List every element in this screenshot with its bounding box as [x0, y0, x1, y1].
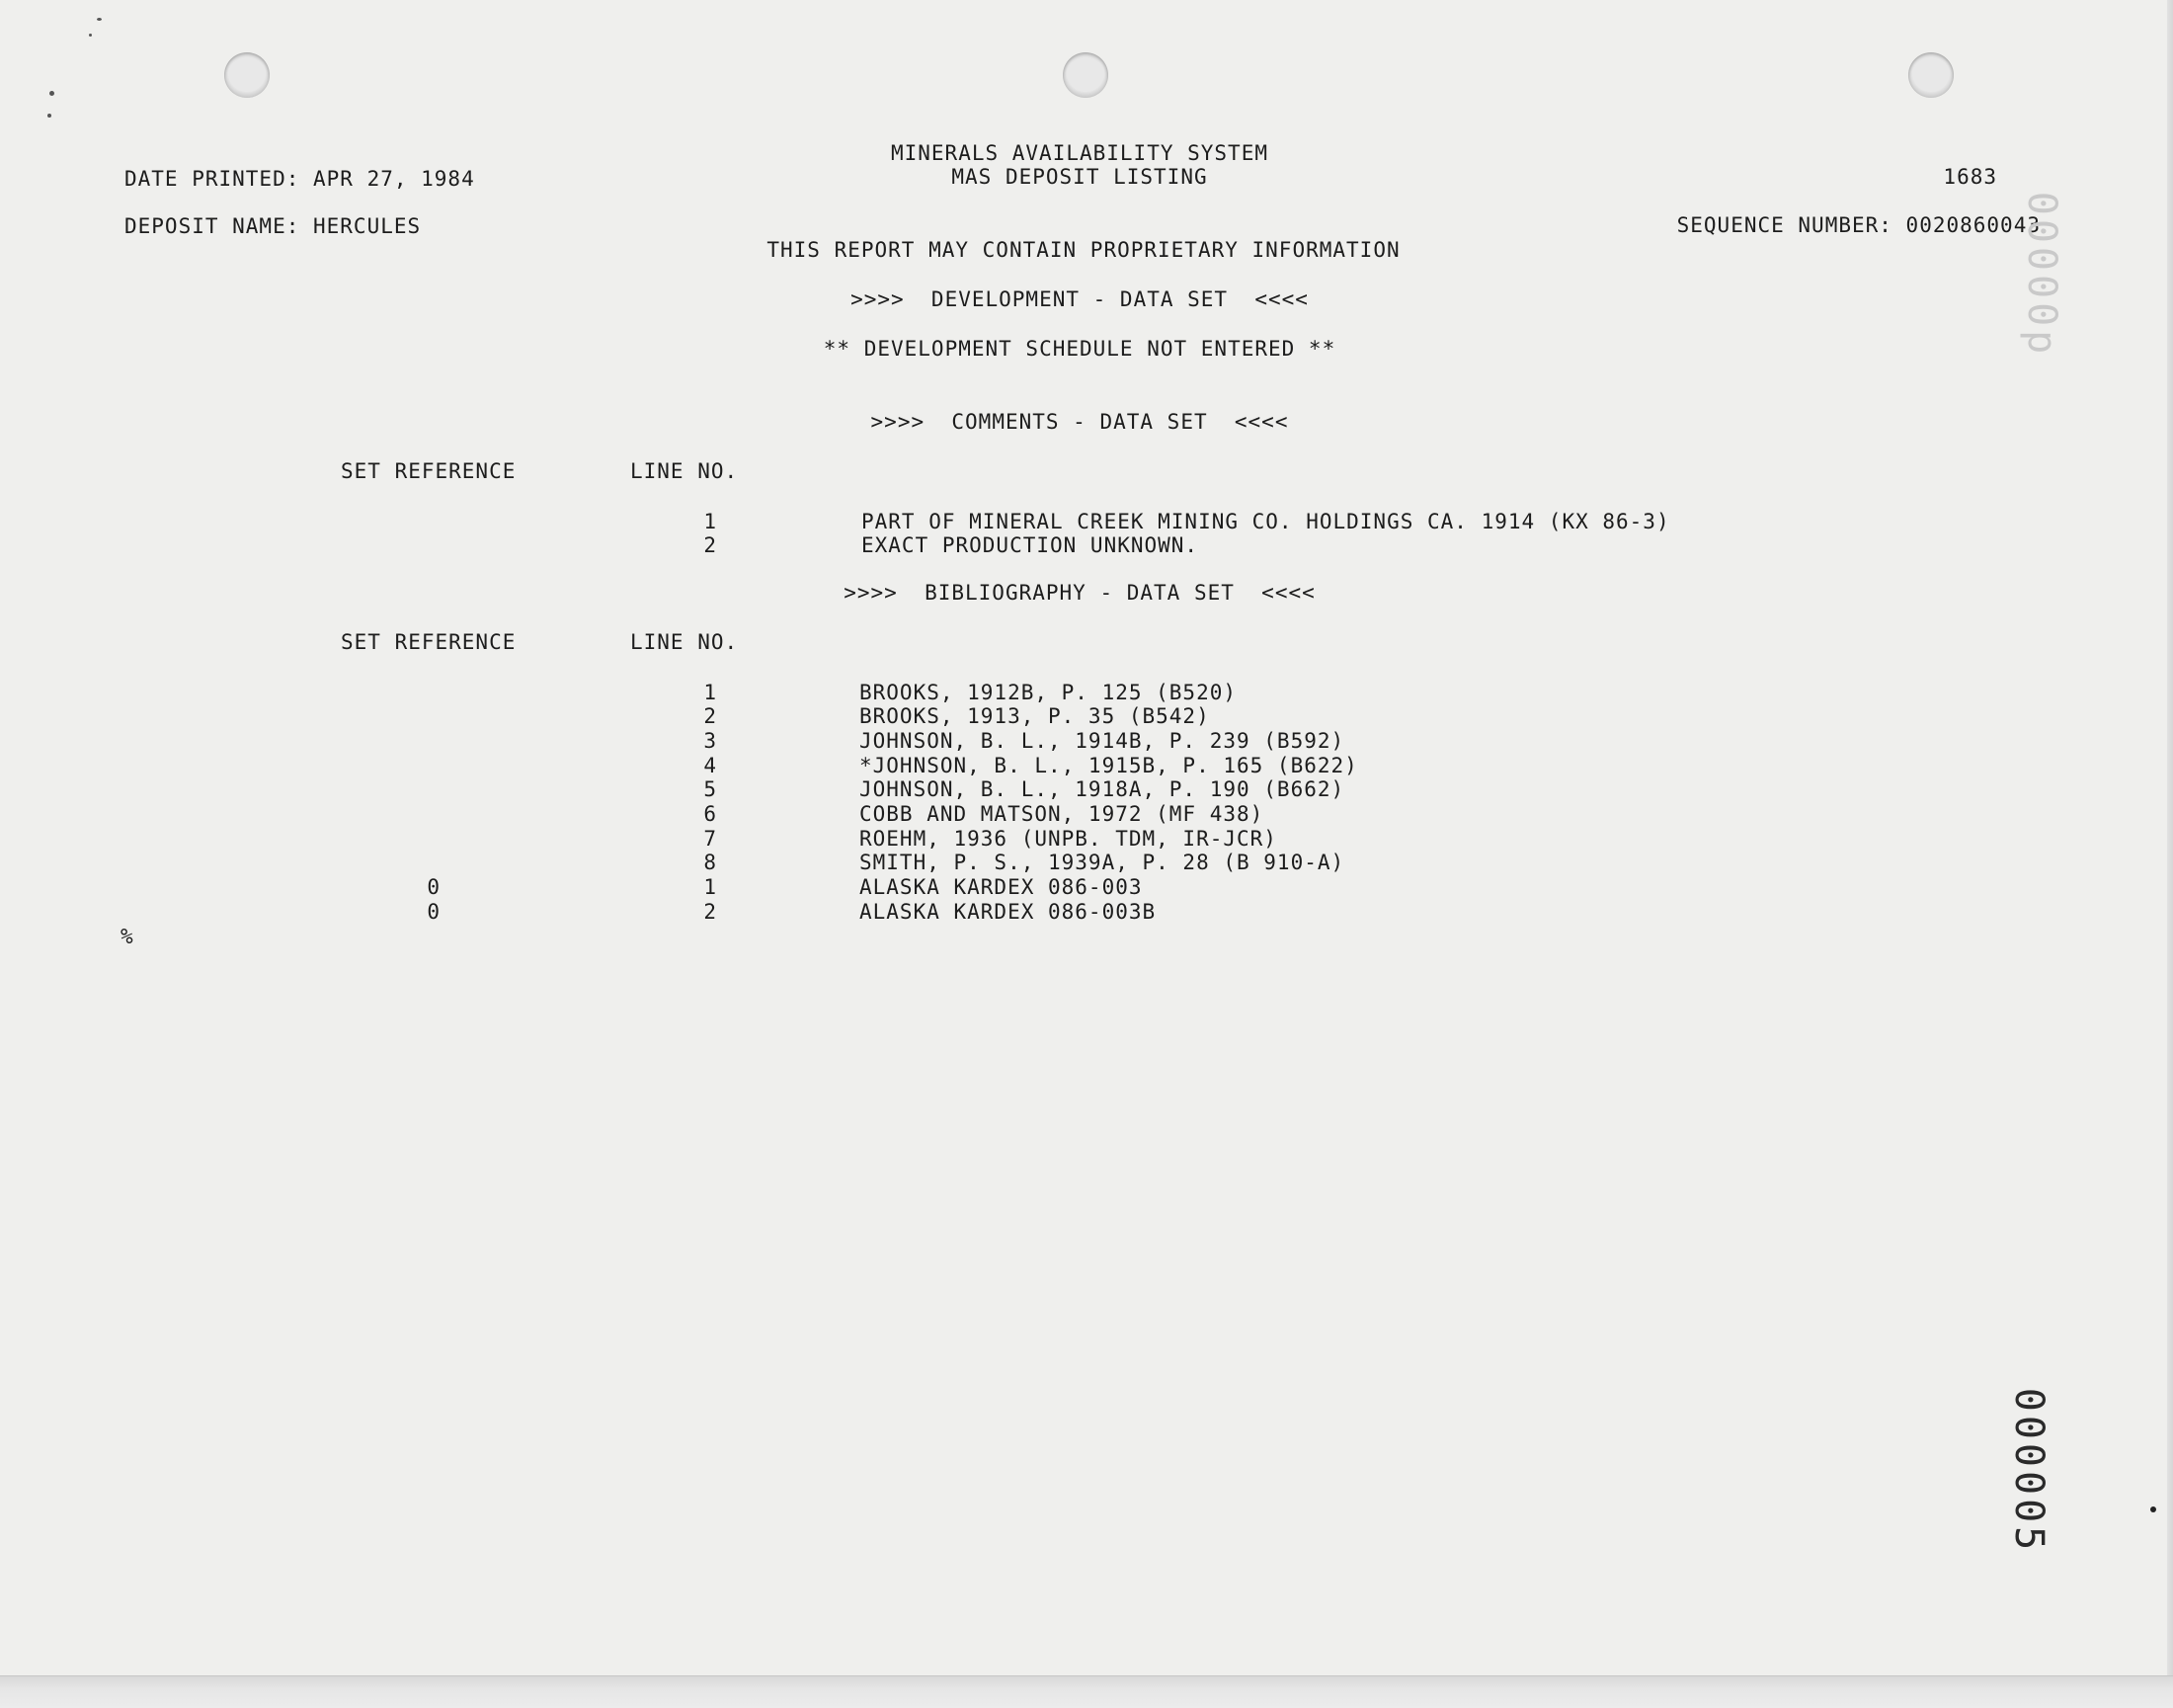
citation-text-cell: JOHNSON, B. L., 1914B, P. 239 (B592): [859, 729, 1345, 753]
ink-speck: [47, 114, 51, 118]
punch-hole-right: [1908, 52, 1954, 98]
citation-text-cell: ROEHM, 1936 (UNPB. TDM, IR-JCR): [859, 827, 1277, 851]
citation-text-cell: JOHNSON, B. L., 1918A, P. 190 (B662): [859, 777, 1345, 801]
development-note: ** DEVELOPMENT SCHEDULE NOT ENTERED **: [823, 337, 1336, 361]
line-number-cell: 1: [703, 510, 717, 533]
comments-heading: >>>> COMMENTS - DATA SET <<<<: [870, 410, 1289, 434]
faint-stamp-number: 00000p: [2019, 191, 2064, 359]
bibliography-heading: >>>> BIBLIOGRAPHY - DATA SET <<<<: [844, 581, 1316, 605]
line-number-cell: 2: [703, 533, 717, 557]
ink-speck: [2150, 1506, 2156, 1512]
date-printed: DATE PRINTED: APR 27, 1984: [124, 167, 475, 191]
punch-hole-center: [1063, 52, 1108, 98]
bibliography-col-line-no: LINE NO.: [630, 630, 739, 654]
page-bottom-edge: [0, 1675, 2173, 1708]
page-number: 1683: [1943, 165, 1997, 189]
line-number-cell: 4: [703, 754, 717, 777]
line-number-cell: 5: [703, 777, 717, 801]
comments-col-line-no: LINE NO.: [630, 459, 739, 483]
citation-text-cell: BROOKS, 1912B, P. 125 (B520): [859, 681, 1238, 704]
comments-col-set-reference: SET REFERENCE: [341, 459, 517, 483]
page-stamp-number: 000005: [2006, 1387, 2052, 1555]
comment-text-cell: EXACT PRODUCTION UNKNOWN.: [861, 533, 1199, 557]
citation-text-cell: ALASKA KARDEX 086-003B: [859, 900, 1157, 924]
proprietary-notice: THIS REPORT MAY CONTAIN PROPRIETARY INFORMATION: [766, 238, 1401, 262]
comment-text-cell: PART OF MINERAL CREEK MINING CO. HOLDINGS CA. 1914 (KX 86-3): [861, 510, 1670, 533]
sequence-number: SEQUENCE NUMBER: 0020860043: [1676, 213, 2041, 237]
development-heading: >>>> DEVELOPMENT - DATA SET <<<<: [850, 287, 1309, 311]
set-reference-cell: 0: [427, 875, 441, 899]
line-number-cell: 1: [703, 681, 717, 704]
line-number-cell: 3: [703, 729, 717, 753]
ink-speck: [89, 34, 92, 37]
deposit-name: DEPOSIT NAME: HERCULES: [124, 214, 422, 238]
end-of-record-mark: %: [121, 925, 134, 948]
line-number-cell: 8: [703, 851, 717, 874]
citation-text-cell: ALASKA KARDEX 086-003: [859, 875, 1143, 899]
line-number-cell: 1: [703, 875, 717, 899]
system-title: MINERALS AVAILABILITY SYSTEM: [890, 141, 1268, 165]
citation-text-cell: BROOKS, 1913, P. 35 (B542): [859, 704, 1210, 728]
citation-text-cell: SMITH, P. S., 1939A, P. 28 (B 910-A): [859, 851, 1345, 874]
line-number-cell: 7: [703, 827, 717, 851]
line-number-cell: 6: [703, 802, 717, 826]
citation-text-cell: *JOHNSON, B. L., 1915B, P. 165 (B622): [859, 754, 1358, 777]
ink-speck: [97, 18, 102, 21]
line-number-cell: 2: [703, 704, 717, 728]
line-number-cell: 2: [703, 900, 717, 924]
ink-speck: [49, 91, 54, 96]
page-right-edge: [2167, 0, 2173, 1675]
bibliography-col-set-reference: SET REFERENCE: [341, 630, 517, 654]
citation-text-cell: COBB AND MATSON, 1972 (MF 438): [859, 802, 1264, 826]
punch-hole-left: [224, 52, 270, 98]
set-reference-cell: 0: [427, 900, 441, 924]
listing-title: MAS DEPOSIT LISTING: [951, 165, 1208, 189]
